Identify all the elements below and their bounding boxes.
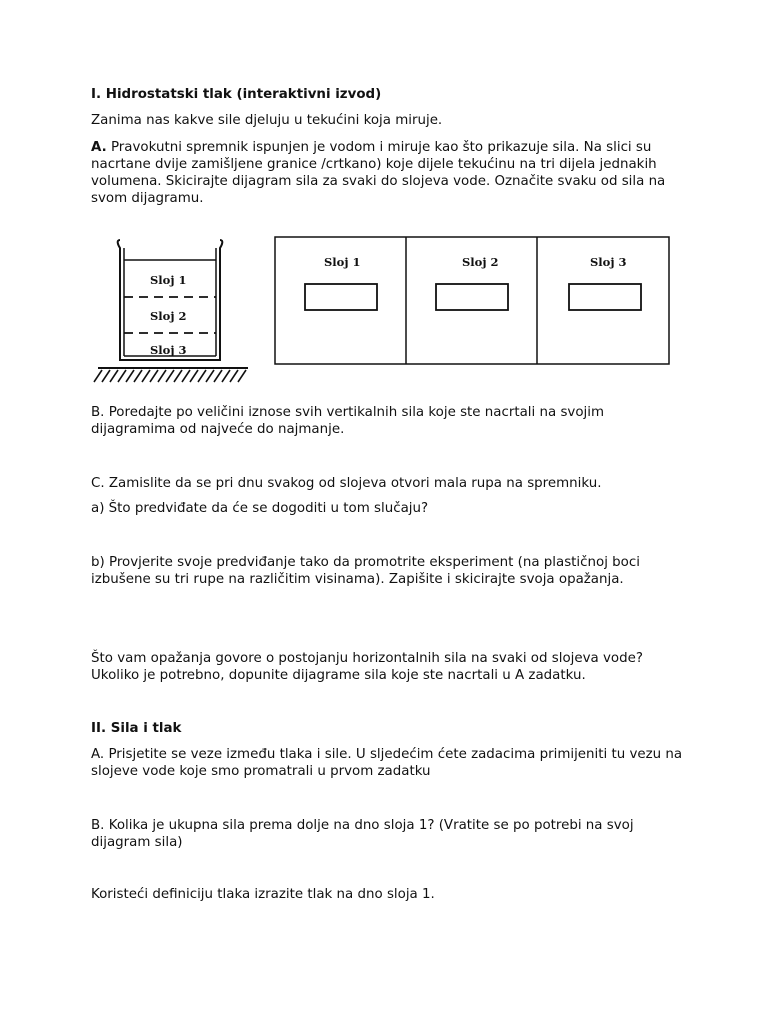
part-a-label: A.	[91, 140, 107, 155]
section1-part-a	[91, 139, 691, 207]
section2-part-c: Koristeći definiciju tlaka izrazite tlak na dno sloja 1.	[91, 887, 435, 902]
section2-part-b: B. Kolika je ukupna sila prema dolje na dno sloja 1? (Vratite se po potrebi na svoj dijagram sila)	[91, 818, 634, 850]
panel-1-label: Sloj 1	[324, 255, 361, 269]
container-layer-1-label: Sloj 1	[150, 273, 187, 287]
section2-part-a: A. Prisjetite se veze između tlaka i sile. U sljedećim ćete zadacima primijeniti tu vezu na slojeve vode koje smo promatrali u prvom zadatku	[91, 747, 683, 779]
force-diagram-panels	[274, 236, 670, 366]
section1-intro: Zanima nas kakve sile djeluju u tekućini koja miruje.	[91, 113, 443, 128]
section1-title: I. Hidrostatski tlak (interaktivni izvod)	[91, 87, 382, 102]
panel-2-box	[436, 284, 508, 310]
section1-part-c: C. Zamislite da se pri dnu svakog od slojeva otvori mala rupa na spremniku.	[91, 476, 602, 491]
section1-part-c-a: a) Što predviđate da će se dogoditi u tom slučaju?	[91, 501, 429, 516]
container-diagram	[92, 236, 252, 388]
panel-3-label: Sloj 3	[590, 255, 627, 269]
section2-title: II. Sila i tlak	[91, 721, 182, 736]
container-layer-3-label: Sloj 3	[150, 343, 187, 357]
container-layer-2-label: Sloj 2	[150, 309, 187, 323]
part-a-text: Pravokutni spremnik ispunjen je vodom i miruje kao što prikazuje sila. Na slici su nacrtane dvije zamišljene granice /crtkano) koje dijele tekućinu na tri dijela jednakih volumena. Skicirajte dijagram sila za svaki do slojeva vode. Označite svaku od sila na svom dijagramu.	[91, 140, 666, 206]
panel-2-label: Sloj 2	[462, 255, 499, 269]
section1-part-c-b: b) Provjerite svoje predviđanje tako da promotrite eksperiment (na plastičnoj boci izbušene su tri rupe na različitim visinama). Zapišite i skicirajte svoja opažanja.	[91, 555, 640, 587]
panel-1-box	[305, 284, 377, 310]
panel-3-box	[569, 284, 641, 310]
section1-question: Što vam opažanja govore o postojanju horizontalnih sila na svaki od slojeva vode? Ukoliko je potrebno, dopunite dijagrame sila koje ste nacrtali u A zadatku.	[91, 651, 643, 683]
section1-part-b: B. Poredajte po veličini iznose svih vertikalnih sila koje ste nacrtali na svojim dijagramima od najveće do najmanje.	[91, 405, 605, 437]
